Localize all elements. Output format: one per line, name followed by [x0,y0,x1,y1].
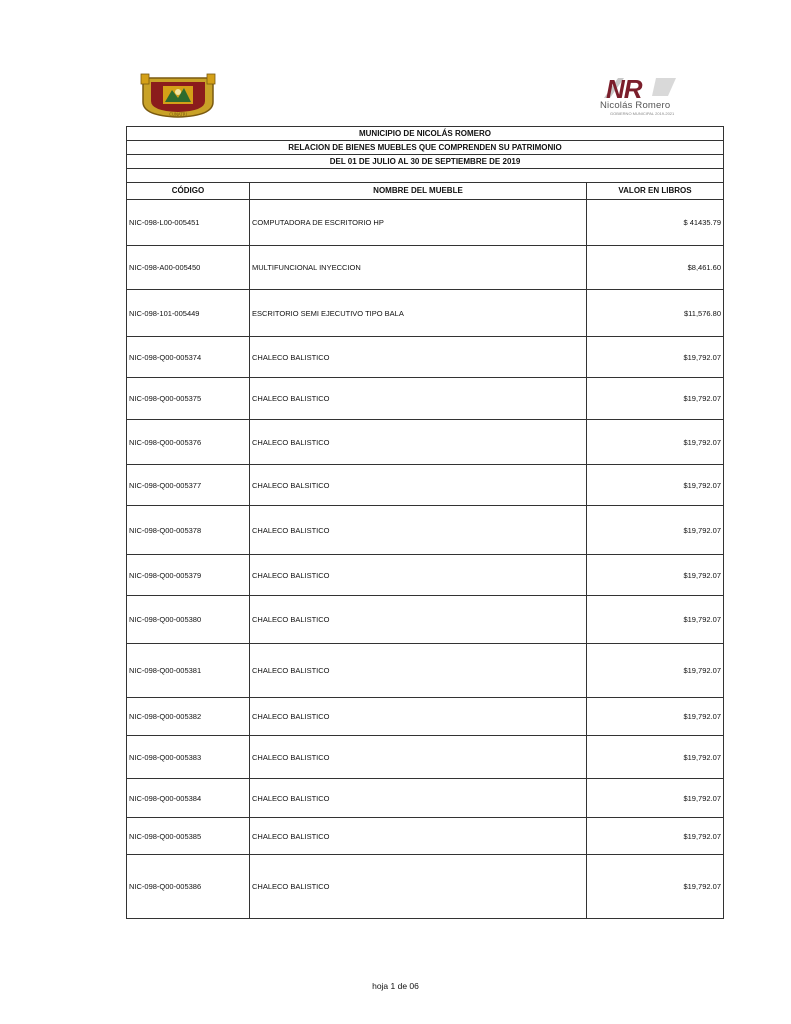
cell-nombre: CHALECO BALISTICO [250,855,587,918]
table-row [127,465,723,506]
cell-nombre: CHALECO BALISTICO [250,378,587,419]
cell-nombre: CHALECO BALISTICO [250,698,587,735]
table-row [127,506,723,555]
column-header-nombre: NOMBRE DEL MUEBLE [250,183,587,199]
cell-nombre: CHALECO BALISTICO [250,420,587,464]
table-row [127,378,723,420]
coat-of-arms-text: CUNATRI [169,112,187,117]
inventory-table [126,126,724,919]
cell-nombre: CHALECO BALISTICO [250,506,587,554]
column-header-row [127,183,723,200]
cell-codigo: NIC-098-Q00-005377 [127,465,250,505]
table-row [127,246,723,290]
column-header-valor: VALOR EN LIBROS [618,186,692,195]
cell-codigo: NIC-098-Q00-005374 [127,337,250,377]
header-period: DEL 01 DE JULIO AL 30 DE SEPTIEMBRE DE 2019 [127,155,723,169]
cell-valor: $19,792.07 [683,570,721,580]
cell-nombre: CHALECO BALISTICO [250,736,587,778]
nr-logo-icon [596,74,692,122]
spacer-row [127,169,723,183]
cell-codigo: NIC-098-Q00-005381 [127,644,250,697]
cell-codigo: NIC-098-Q00-005379 [127,555,250,595]
cell-nombre: CHALECO BALSITICO [250,465,587,505]
cell-valor: $19,792.07 [683,666,721,675]
cell-valor: $19,792.07 [683,437,721,447]
cell-valor: $19,792.07 [683,882,721,891]
cell-nombre: CHALECO BALISTICO [250,337,587,377]
cell-nombre: COMPUTADORA DE ESCRITORIO HP [250,200,587,245]
cell-nombre: CHALECO BALISTICO [250,596,587,643]
cell-codigo: NIC-098-Q00-005376 [127,420,250,464]
table-row [127,644,723,698]
cell-codigo: NIC-098-Q00-005386 [127,855,250,918]
cell-nombre: ESCRITORIO SEMI EJECUTIVO TIPO BALA [250,290,587,336]
nr-logo-subtitle-small: GOBIERNO MUNICIPAL 2019-2021 [610,111,675,116]
column-header-codigo: CÓDIGO [127,183,250,199]
table-row [127,555,723,596]
table-row [127,779,723,818]
cell-codigo: NIC-098-Q00-005380 [127,596,250,643]
nr-logo-subtitle: Nicolás Romero [600,100,671,111]
cell-valor: $19,792.07 [683,831,721,841]
cell-valor: $19,792.07 [683,793,721,803]
table-row [127,855,723,918]
municipal-coat-of-arms-icon [139,72,217,118]
cell-codigo: NIC-098-Q00-005384 [127,779,250,817]
cell-valor: $19,792.07 [683,615,721,624]
cell-valor: $19,792.07 [683,525,721,535]
cell-valor: $ 41435.79 [683,218,721,227]
cell-valor: $19,792.07 [683,394,721,403]
table-row [127,596,723,644]
cell-codigo: NIC-098-Q00-005383 [127,736,250,778]
cell-codigo: NIC-098-A00-005450 [127,246,250,289]
cell-nombre: CHALECO BALISTICO [250,555,587,595]
table-row [127,420,723,465]
table-row [127,818,723,855]
cell-nombre: CHALECO BALISTICO [250,644,587,697]
table-row [127,337,723,378]
page-number: hoja 1 de 06 [372,981,419,991]
cell-codigo: NIC-098-L00-005451 [127,200,250,245]
table-row [127,736,723,779]
table-row [127,290,723,337]
cell-codigo: NIC-098-Q00-005378 [127,506,250,554]
cell-valor: $19,792.07 [683,480,721,490]
cell-codigo: NIC-098-Q00-005375 [127,378,250,419]
cell-codigo: NIC-098-Q00-005385 [127,818,250,854]
cell-valor: $11,576.80 [684,308,721,318]
table-row [127,698,723,736]
cell-valor: $19,792.07 [683,752,721,762]
cell-valor: $19,792.07 [683,352,721,362]
nr-logo-letters: NR [606,74,642,104]
table-row [127,200,723,246]
cell-nombre: MULTIFUNCIONAL INYECCION [250,246,587,289]
cell-codigo: NIC-098-101-005449 [127,290,250,336]
header-report-title: RELACION DE BIENES MUEBLES QUE COMPRENDEN SU PATRIMONIO [127,141,723,155]
cell-valor: $8,461.60 [687,263,721,272]
cell-nombre: CHALECO BALISTICO [250,818,587,854]
header-municipality: MUNICIPIO DE NICOLÁS ROMERO [127,127,723,141]
cell-codigo: NIC-098-Q00-005382 [127,698,250,735]
cell-nombre: CHALECO BALISTICO [250,779,587,817]
cell-valor: $19,792.07 [683,712,721,721]
